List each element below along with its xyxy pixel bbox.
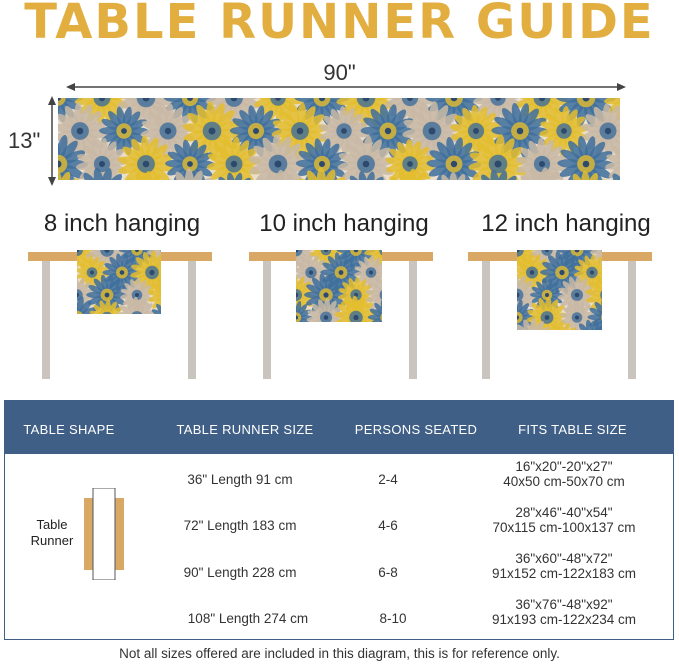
header-fits-table-size: FITS TABLE SIZE: [518, 422, 627, 437]
width-arrow: [66, 80, 626, 94]
row-3-size: 90" Length 228 cm: [183, 565, 297, 580]
row-2-fits: [464, 505, 664, 535]
table-shape-label-line2: Runner: [30, 533, 74, 548]
table-shape-label-line1: Table: [36, 517, 68, 532]
row-1-fits: [464, 459, 664, 489]
header-table-shape: TABLE SHAPE: [23, 422, 115, 437]
row-2-fits-in: 28"x46"-40"x54": [515, 505, 613, 520]
row-1-fits-in: 16"x20"-20"x27": [515, 459, 613, 474]
row-3-fits: [464, 551, 664, 581]
row-4-fits-cm: 91x193 cm-122x234 cm: [491, 612, 637, 627]
row-4-fits: [464, 597, 664, 627]
hanging-runner-10: [296, 250, 382, 322]
runner-height-label: 13": [8, 128, 41, 153]
table-runner-image: [58, 98, 620, 180]
page-title: TABLE RUNNER GUIDE: [24, 0, 655, 50]
hanging-label-8: 8 inch hanging: [43, 210, 201, 237]
row-2-persons: 4-6: [378, 518, 398, 533]
row-4-persons: 8-10: [379, 611, 407, 626]
table-runner-shape-icon: [84, 488, 124, 580]
hanging-runner-12: [517, 250, 602, 330]
row-1-fits-cm: 40x50 cm-50x70 cm: [503, 474, 625, 489]
height-arrow: [45, 96, 59, 186]
hanging-runner-8: [77, 250, 161, 314]
row-4-fits-in: 36"x76"-48"x92": [515, 597, 613, 612]
header-runner-size: TABLE RUNNER SIZE: [176, 422, 314, 437]
row-3-fits-in: 36"x60"-48"x72": [515, 551, 613, 566]
row-1-persons: 2-4: [378, 472, 398, 487]
row-3-persons: 6-8: [378, 565, 398, 580]
row-1-size: 36" Length 91 cm: [187, 472, 293, 487]
row-4-size: 108" Length 274 cm: [187, 611, 309, 626]
row-2-fits-cm: 70x115 cm-100x137 cm: [492, 520, 636, 535]
row-2-size: 72" Length 183 cm: [183, 518, 297, 533]
row-3-fits-cm: 91x152 cm-122x183 cm: [491, 566, 637, 581]
runner-width-label: 90": [323, 60, 356, 85]
hanging-label-10: 10 inch hanging: [259, 210, 429, 237]
hanging-label-12: 12 inch hanging: [481, 210, 651, 237]
table-shape-label: [20, 517, 84, 549]
footnote: Not all sizes offered are included in this diagram, this is for reference only.: [119, 646, 560, 661]
header-persons-seated: PERSONS SEATED: [354, 422, 478, 437]
